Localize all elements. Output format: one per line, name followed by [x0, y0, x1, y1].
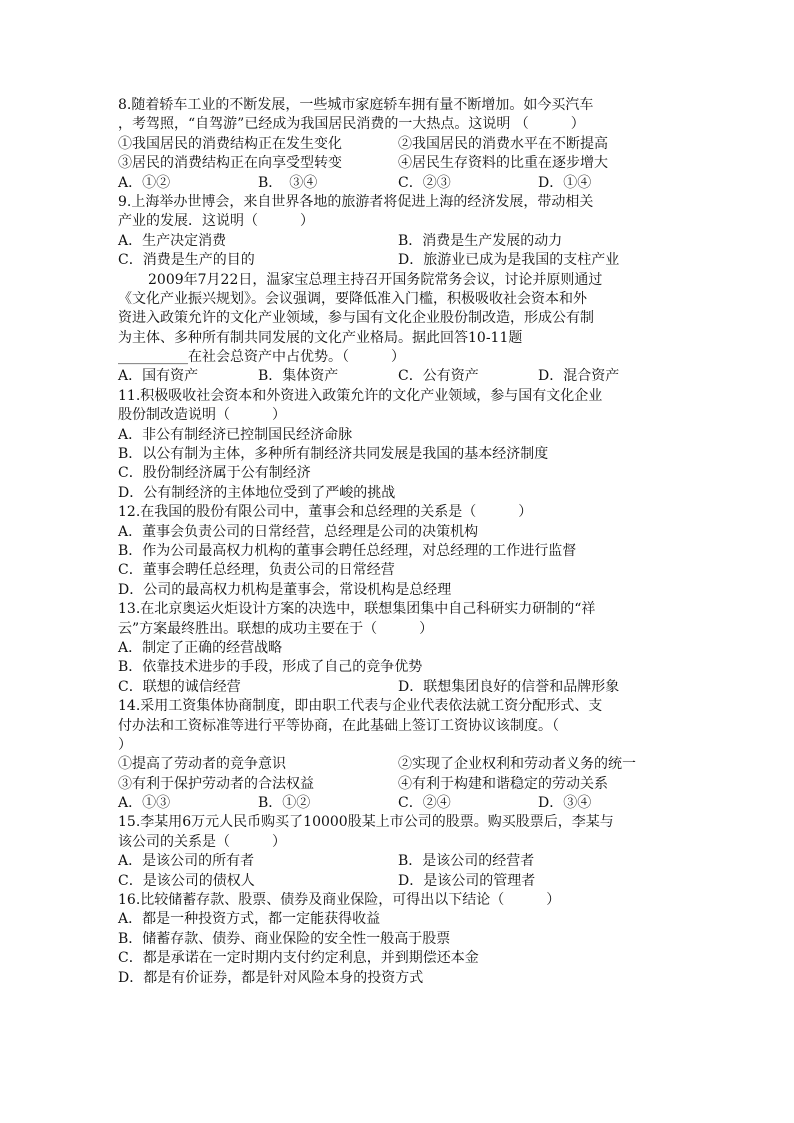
option-c: C．消费是生产的目的 — [118, 252, 255, 269]
question-9 — [118, 193, 678, 271]
statement-item: ①提高了劳动者的竞争意识 — [118, 756, 286, 773]
option-b: B． ③④ — [258, 174, 318, 191]
option-row — [118, 794, 678, 813]
option-c: C．②③ — [398, 174, 451, 191]
question-stem: ） — [118, 736, 132, 753]
statement-item: ②我国居民的消费水平在不断提高 — [398, 135, 608, 152]
option-a: A．国有资产 — [118, 368, 199, 385]
question-stem: 15.李某用6万元人民币购买了10000股某上市公司的股票。购买股票后，李某与 — [118, 814, 614, 831]
option-d: D．联想集团良好的信誉和品牌形象 — [398, 678, 620, 695]
question-13 — [118, 600, 678, 697]
option-row — [118, 232, 678, 251]
option-d: D．①④ — [538, 174, 592, 191]
option-b: B．①② — [258, 795, 311, 812]
statement-row — [118, 755, 678, 774]
question-10 — [118, 348, 678, 387]
option-d: D．③④ — [538, 795, 592, 812]
option-b: B．以公有制为主体，多种所有制经济共同发展是我国的基本经济制度 — [118, 446, 549, 463]
statement-item: ④有利于构建和谐稳定的劳动关系 — [398, 775, 608, 792]
question-stem: 11.积极吸收社会资本和外资进入政策允许的文化产业领域，参与国有文化企业 — [118, 387, 603, 404]
option-a: A．①② — [118, 174, 171, 191]
question-stem: 该公司的关系是（ ） — [118, 833, 286, 850]
question-stem: 9.上海举办世博会，来自世界各地的旅游者将促进上海的经济发展，带动相关 — [118, 193, 594, 210]
option-d: D．公有制经济的主体地位受到了严峻的挑战 — [118, 484, 396, 501]
question-stem: 14.采用工资集体协商制度，即由职工代表与企业代表依法就工资分配形式、支 — [118, 698, 603, 715]
option-row — [118, 251, 678, 270]
option-a: A．非公有制经济已控制国民经济命脉 — [118, 426, 353, 443]
option-d: D．旅游业已成为是我国的支柱产业 — [398, 252, 620, 269]
option-d: D．混合资产 — [538, 368, 620, 385]
statement-row — [118, 775, 678, 794]
question-12 — [118, 503, 678, 600]
option-row — [118, 872, 678, 891]
question-8 — [118, 96, 678, 193]
option-d: D．都是有价证券，都是针对风险本身的投资方式 — [118, 969, 424, 986]
statement-row — [118, 135, 678, 154]
question-stem: __________在社会总资产中占优势。（ ） — [118, 349, 405, 366]
question-14 — [118, 697, 678, 813]
statement-item: ④居民生存资料的比重在逐步增大 — [398, 155, 608, 172]
option-row — [118, 174, 678, 193]
option-c: C．都是承诺在一定时期内支付约定利息，并到期偿还本金 — [118, 950, 479, 967]
question-11 — [118, 387, 678, 503]
option-c: C．联想的诚信经营 — [118, 678, 241, 695]
question-stem: 云”方案最终胜出。联想的成功主要在于（ ） — [118, 620, 434, 637]
question-stem: ，考驾照，“自驾游”已经成为我国居民消费的一大热点。这说明 （ ） — [118, 116, 585, 133]
option-a: A．都是一种投资方式，都一定能获得收益 — [118, 911, 381, 928]
option-d: D．是该公司的管理者 — [398, 872, 536, 889]
option-a: A．制定了正确的经营战略 — [118, 639, 283, 656]
statement-item: ③居民的消费结构正在向享受型转变 — [118, 155, 342, 172]
question-stem: 12.在我国的股份有限公司中，董事会和总经理的关系是（ ） — [118, 504, 533, 521]
option-b: B．集体资产 — [258, 368, 339, 385]
question-stem: 股份制改造说明（ ） — [118, 407, 286, 424]
question-stem: 13.在北京奥运火炬设计方案的决选中，联想集团集中自己科研实力研制的“祥 — [118, 601, 596, 618]
statement-item: ②实现了企业权利和劳动者义务的统一 — [398, 756, 636, 773]
option-a: A．是该公司的所有者 — [118, 853, 255, 870]
option-b: B．消费是生产发展的动力 — [398, 232, 563, 249]
option-a: A．董事会负责公司的日常经营，总经理是公司的决策机构 — [118, 523, 479, 540]
passage-line: 为主体、多种所有制共同发展的文化产业格局。据此回答10-11题 — [118, 329, 523, 346]
passage-line: 《文化产业振兴规划》。会议强调，要降低准入门槛，积极吸收社会资本和外 — [118, 290, 587, 307]
statement-item: ③有利于保护劳动者的合法权益 — [118, 775, 314, 792]
question-stem: 产业的发展．这说明（ ） — [118, 213, 314, 230]
statement-item: ①我国居民的消费结构正在发生变化 — [118, 135, 342, 152]
option-c: C．股份制经济属于公有制经济 — [118, 465, 311, 482]
passage-line: 2009年7月22日，温家宝总理主持召开国务院常务会议，讨论并原则通过 — [148, 271, 603, 288]
question-stem: 付办法和工资标准等进行平等协商，在此基础上签订工资协议该制度。（ — [118, 717, 559, 734]
option-row — [118, 852, 678, 871]
question-15 — [118, 813, 678, 891]
question-16 — [118, 891, 678, 988]
option-c: C．是该公司的债权人 — [118, 872, 255, 889]
reading-passage — [118, 271, 678, 349]
option-b: B．依靠技术进步的手段，形成了自己的竞争优势 — [118, 659, 423, 676]
option-a: A．生产决定消费 — [118, 232, 227, 249]
exam-page — [118, 96, 678, 988]
option-row — [118, 367, 678, 386]
option-c: C．董事会聘任总经理，负责公司的日常经营 — [118, 562, 395, 579]
option-b: B．是该公司的经营者 — [398, 853, 535, 870]
option-a: A．①③ — [118, 795, 171, 812]
statement-row — [118, 154, 678, 173]
option-b: B．储蓄存款、债券、商业保险的安全性一般高于股票 — [118, 930, 451, 947]
option-c: C．公有资产 — [398, 368, 479, 385]
option-c: C．②④ — [398, 795, 451, 812]
question-stem: 16.比较储蓄存款、股票、债券及商业保险，可得出以下结论（ ） — [118, 892, 561, 909]
option-d: D．公司的最高权力机构是董事会，常设机构是总经理 — [118, 581, 452, 598]
option-b: B．作为公司最高权力机构的董事会聘任总经理，对总经理的工作进行监督 — [118, 542, 577, 559]
question-stem: 8.随着轿车工业的不断发展，一些城市家庭轿车拥有量不断增加。如今买汽车 — [118, 97, 594, 113]
passage-line: 资进入政策允许的文化产业领域，参与国有文化企业股份制改造，形成公有制 — [118, 310, 594, 327]
option-row — [118, 678, 678, 697]
